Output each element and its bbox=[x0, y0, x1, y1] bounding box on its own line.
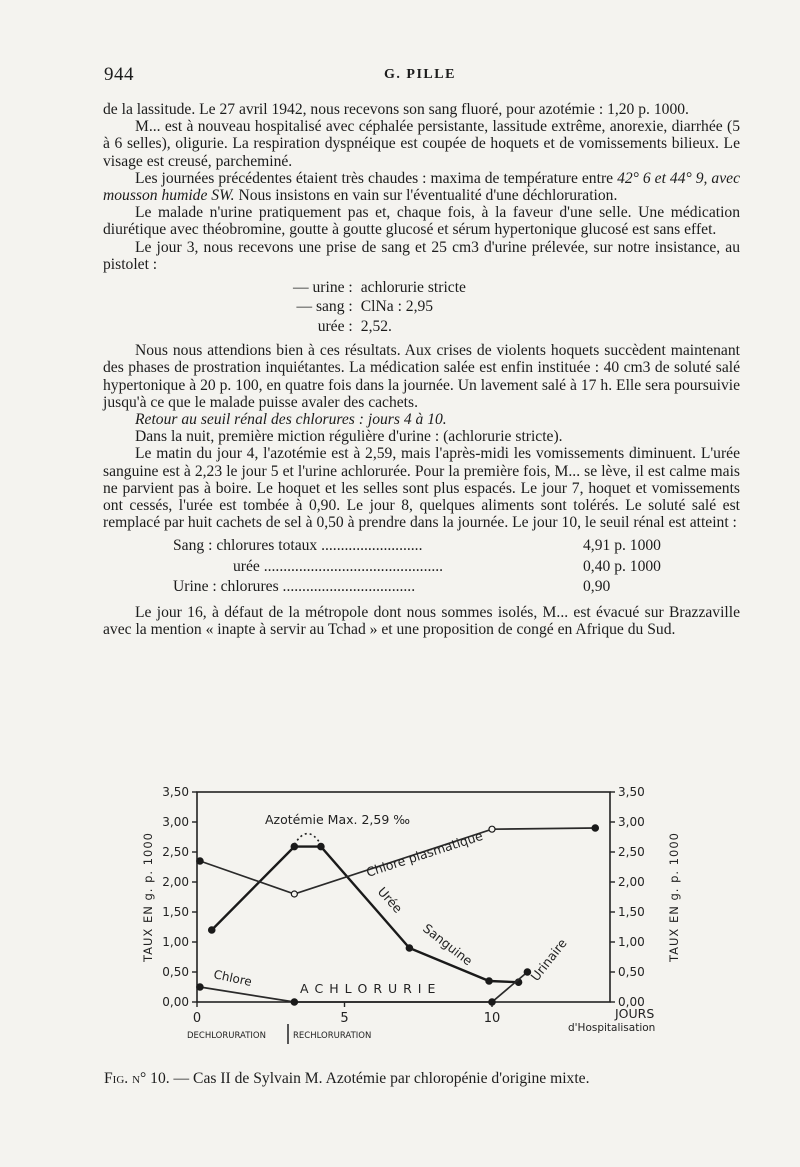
uree-label: urée : bbox=[317, 317, 353, 335]
table-value: 0,90 bbox=[583, 578, 611, 596]
y-tick-label-left: 2,50 bbox=[162, 845, 189, 859]
paragraph-lead: Les journées précédentes étaient très chaudes : maxima de température entre bbox=[135, 169, 614, 187]
y-tick-label-left: 2,00 bbox=[162, 875, 189, 889]
table-row bbox=[173, 536, 703, 557]
paragraph-italic: Retour au seuil rénal des chlorures : jours 4 à 10. bbox=[135, 411, 447, 429]
data-point bbox=[489, 826, 495, 832]
table-label: Sang : chlorures totaux .......................... bbox=[173, 537, 423, 555]
paragraph: Dans la nuit, première miction régulière d'urine : (achlorurie stricte). bbox=[135, 428, 563, 446]
y-tick-label-right: 2,00 bbox=[618, 875, 645, 889]
x-tick-label: 10 bbox=[483, 1011, 501, 1026]
running-head-author: G. PILLE bbox=[384, 67, 456, 82]
annotation-dechloruration: DECHLORURATION bbox=[187, 1031, 266, 1041]
chart-figure bbox=[140, 780, 720, 1050]
data-point bbox=[197, 858, 203, 864]
annotation-urinaire: Urinaire bbox=[527, 935, 570, 984]
data-point bbox=[291, 999, 297, 1005]
paragraph-tail: Nous insistons en vain sur l'éventualité d'une déchloruration. bbox=[234, 187, 618, 205]
table-label: urée .............................................. bbox=[233, 557, 444, 575]
data-point bbox=[291, 891, 297, 897]
y-tick-label-right: 0,00 bbox=[618, 995, 645, 1009]
y-tick-label-left: 1,50 bbox=[162, 905, 189, 919]
annotation-uree: Urée bbox=[374, 883, 406, 916]
y-tick-label-right: 1,50 bbox=[618, 905, 645, 919]
data-point bbox=[486, 978, 492, 984]
y-tick-label-left: 0,00 bbox=[162, 995, 189, 1009]
paragraph bbox=[103, 170, 740, 204]
annotation-sanguine: Sanguine bbox=[420, 920, 476, 969]
paragraph: Le matin du jour 4, l'azotémie est à 2,59, mais l'après-midi les vomissements diminuent. L'urée sanguine est à 2,23 le jour 5 et l'urine achlorurée. Pour la première fois, M... se lève, il est calme mais ne parvient pas à boire. Le hoquet et les selles sont plus espacés. Le jour 7, hoquet et vomissements ont cessés, l'urée est tombée à 0,90. Le jour 8, quelques aliments sont tolérés. Le soluté salé est remplacé par huit cachets de sel à 0,50 à prendre dans la journée. Le jour 10, le seuil rénal est atteint : bbox=[103, 445, 740, 532]
data-point bbox=[592, 825, 598, 831]
x-tick-label: 0 bbox=[192, 1011, 202, 1026]
figure-caption bbox=[104, 1070, 744, 1088]
y-tick-label-left: 3,50 bbox=[162, 785, 189, 799]
y-tick-label-right: 0,50 bbox=[618, 965, 645, 979]
table-label: Urine : chlorures .................................. bbox=[173, 578, 416, 596]
annotation-achlorurie: A C H L O R U R I E bbox=[300, 981, 437, 996]
y-axis-label-right: TAUX EN g. p. 1000 bbox=[667, 832, 681, 962]
lab-results bbox=[291, 277, 468, 337]
data-point bbox=[209, 927, 215, 933]
sang-value: ClNa : 2,95 bbox=[360, 298, 434, 316]
y-tick-label-right: 3,50 bbox=[618, 785, 645, 799]
y-tick-label-right: 2,50 bbox=[618, 845, 645, 859]
annotation-jours: JOURS bbox=[615, 1006, 655, 1021]
y-tick-label-left: 0,50 bbox=[162, 965, 189, 979]
paragraph: M... est à nouveau hospitalisé avec céphalée persistante, lassitude extrême, anorexie, diarrhée (5 à 6 selles), oligurie. La respiration dyspnéique est coupée de hoquets et de vomissements bilieux. Le visage est creusé, parcheminé. bbox=[103, 118, 740, 170]
chart-annotations bbox=[141, 812, 681, 1044]
table-row bbox=[173, 577, 703, 598]
uree-value: 2,52. bbox=[360, 317, 392, 335]
peak-dotted-arc bbox=[294, 834, 321, 845]
paragraph: Nous nous attendions bien à ces résultats. Aux crises de violents hoquets succèdent maintenant des phases de prostration inquiétantes. La médication salée est enfin instituée : 40 cm3 de soluté salé hypertonique à 20 p. 100, en quatre fois dans la journée. Un lavement salé à 17 h. Elle sera poursuivie jusqu'à ce que le malade puisse avaler des cachets. bbox=[103, 342, 740, 411]
italic-phrase: 42° 6 et 44° 9, avec mousson humide SW. bbox=[103, 169, 740, 205]
y-tick-label-right: 3,00 bbox=[618, 815, 645, 829]
body-text bbox=[103, 101, 740, 638]
annotation-azotemie-max: Azotémie Max. 2,59 ‰ bbox=[265, 812, 411, 827]
table-value: 0,40 p. 1000 bbox=[583, 557, 661, 575]
table-row bbox=[173, 557, 703, 578]
data-point bbox=[197, 984, 203, 990]
y-tick-label-left: 3,00 bbox=[162, 815, 189, 829]
annotation-chlore: Chlore bbox=[212, 967, 254, 989]
urine-label: — urine : bbox=[293, 279, 353, 297]
y-axis-label-left: TAUX EN g. p. 1000 bbox=[141, 832, 155, 962]
values-table bbox=[173, 536, 703, 598]
x-tick-label: 5 bbox=[340, 1011, 349, 1026]
y-tick-label-right: 1,00 bbox=[618, 935, 645, 949]
table-value: 4,91 p. 1000 bbox=[583, 537, 661, 555]
urine-value: achlorurie stricte bbox=[360, 279, 466, 297]
paragraph: Le malade n'urine pratiquement pas et, chaque fois, à la faveur d'une selle. Une médication diurétique avec théobromine, goutte à goutte glucosé et sérum hypertonique glucosé est sans effet. bbox=[103, 204, 740, 239]
caption-text: — Cas II de Sylvain M. Azotémie par chloropénie d'origine mixte. bbox=[169, 1070, 590, 1087]
paragraph: Le jour 16, à défaut de la métropole dont nous sommes isolés, M... est évacué sur Brazzaville avec la mention « inapte à servir au Tchad » et une proposition de congé en Afrique du Sud. bbox=[103, 603, 740, 639]
y-tick-label-left: 1,00 bbox=[162, 935, 189, 949]
paragraph: de la lassitude. Le 27 avril 1942, nous recevons son sang fluoré, pour azotémie : 1,20 p. 1000. bbox=[103, 101, 689, 118]
data-point bbox=[489, 999, 495, 1005]
annotation-chlore-plasmatique: Chlore plasmatique bbox=[364, 827, 485, 880]
data-point bbox=[406, 945, 412, 951]
page-number: 944 bbox=[104, 64, 134, 85]
paragraph: Le jour 3, nous recevons une prise de sang et 25 cm3 d'urine prélevée, sur notre insistance, au pistolet : bbox=[103, 238, 740, 273]
annotation-hospitalisation: d'Hospitalisation bbox=[568, 1022, 656, 1034]
sang-label: — sang : bbox=[296, 298, 353, 316]
figure-label: Fig. n° 10. bbox=[104, 1070, 170, 1087]
annotation-rechloruration: RECHLORURATION bbox=[293, 1031, 372, 1041]
